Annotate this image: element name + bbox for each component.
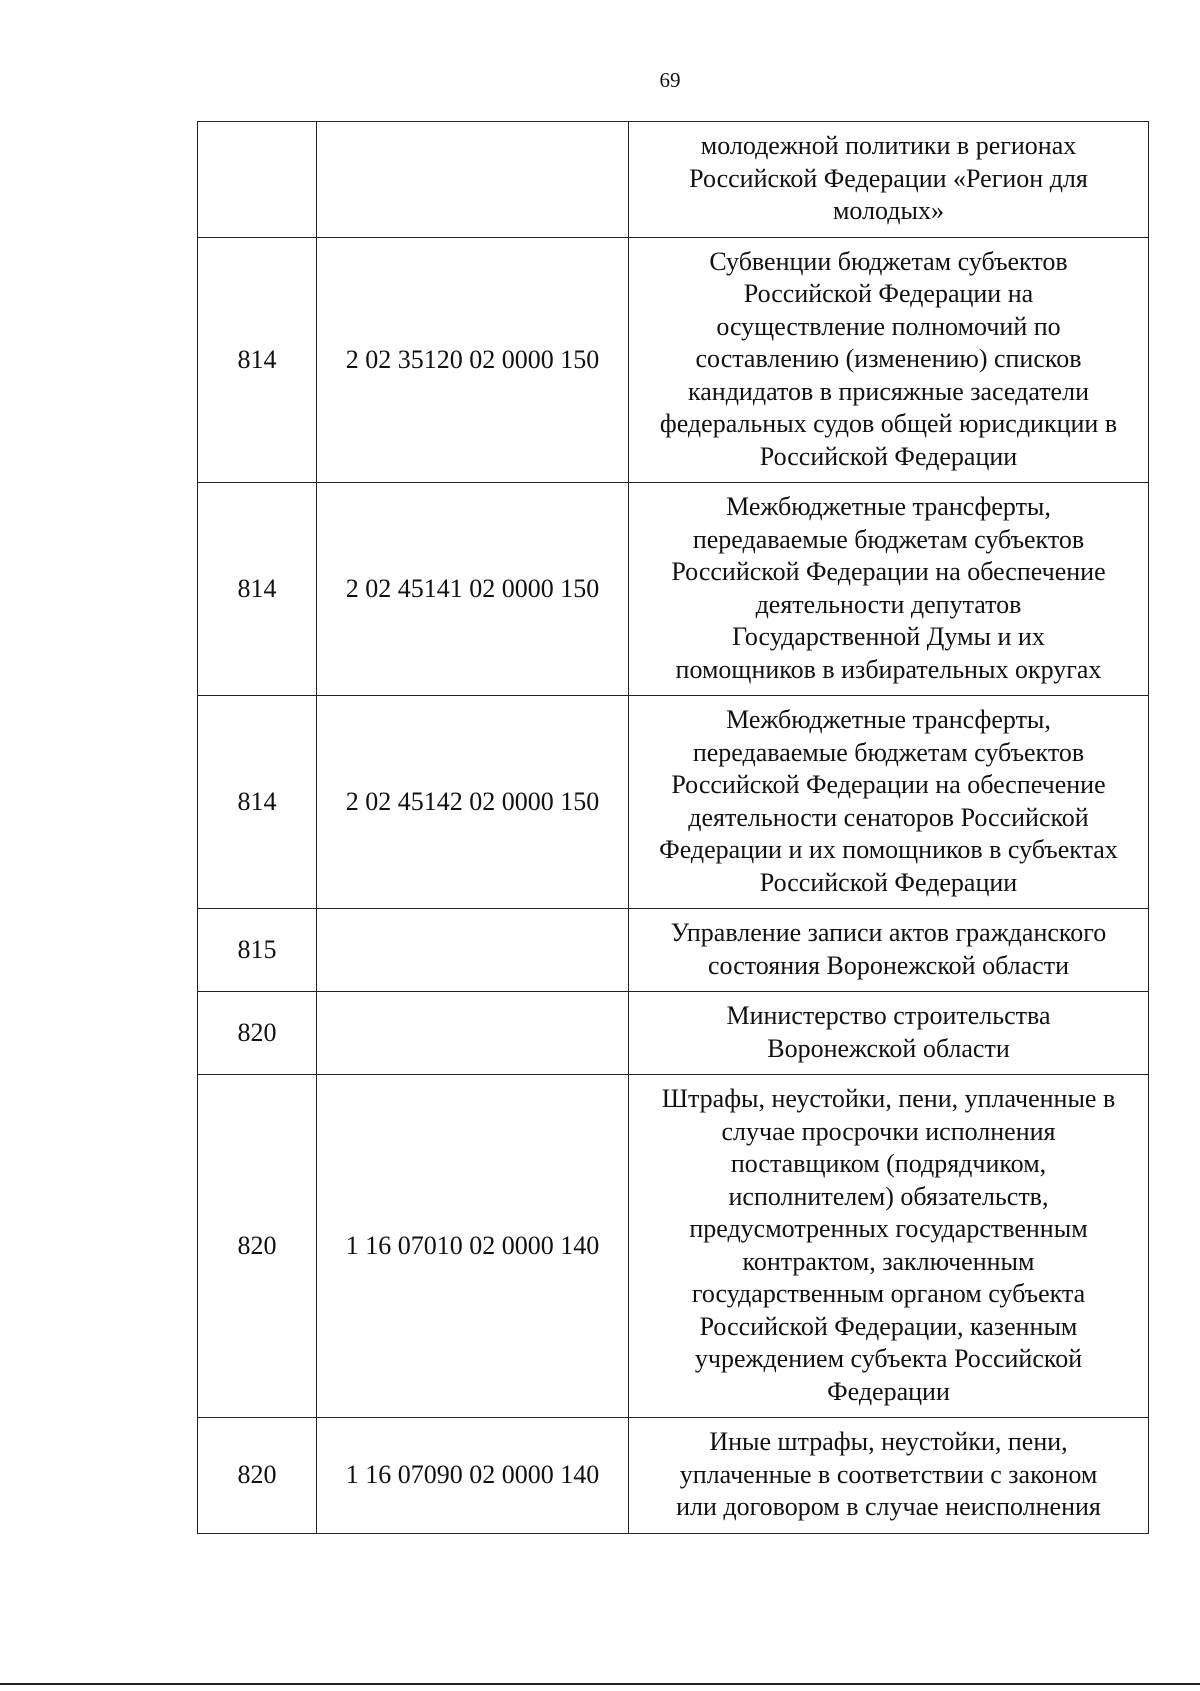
revenue-code-cell bbox=[317, 122, 629, 238]
description-line: Иные штрафы, неустойки, пени, bbox=[709, 1427, 1068, 1456]
description-line: передаваемые бюджетам субъектов bbox=[692, 524, 1085, 554]
revenue-code-cell: 2 02 35120 02 0000 150 bbox=[317, 237, 629, 483]
description-line: кандидатов в присяжные заседатели bbox=[688, 376, 1089, 406]
description-line: федеральных судов общей юрисдикции в bbox=[659, 409, 1118, 438]
description-cell bbox=[629, 1075, 1149, 1418]
admin-code-cell: 820 bbox=[198, 992, 317, 1075]
description-line: Межбюджетные трансферты, bbox=[726, 492, 1051, 521]
description-cell bbox=[629, 1418, 1149, 1534]
description-line: учреждением субъекта Российской bbox=[694, 1344, 1083, 1373]
revenue-code-cell bbox=[317, 992, 629, 1075]
admin-code-cell: 814 bbox=[198, 696, 317, 909]
description-line: Федерации bbox=[827, 1376, 950, 1406]
description-cell bbox=[629, 122, 1149, 238]
description-line: Российской Федерации, казенным bbox=[699, 1311, 1078, 1341]
description-line: Воронежской области bbox=[767, 1033, 1010, 1063]
description-line: Российской Федерации bbox=[759, 867, 1018, 897]
description-line: передаваемые бюджетам субъектов bbox=[692, 737, 1085, 767]
description-line: молодых» bbox=[832, 196, 945, 225]
description-line: исполнителем) обязательств, bbox=[728, 1181, 1049, 1211]
admin-code-cell: 820 bbox=[198, 1075, 317, 1418]
description-line: Российской Федерации bbox=[759, 441, 1018, 471]
description-line: или договором в случае неисполнения bbox=[676, 1492, 1101, 1521]
revenue-code-cell: 2 02 45141 02 0000 150 bbox=[317, 483, 629, 696]
revenue-code-cell bbox=[317, 909, 629, 992]
description-cell bbox=[629, 237, 1149, 483]
description-line: уплаченные в соответствии с законом bbox=[679, 1459, 1098, 1489]
table-row bbox=[198, 909, 1149, 992]
table-row bbox=[198, 483, 1149, 696]
description-line: Управление записи актов гражданского bbox=[670, 918, 1107, 947]
description-line: Министерство строительства bbox=[726, 1001, 1051, 1030]
table-row bbox=[198, 992, 1149, 1075]
description-cell bbox=[629, 483, 1149, 696]
revenue-code-cell: 1 16 07090 02 0000 140 bbox=[317, 1418, 629, 1534]
description-line: деятельности сенаторов Российской bbox=[688, 802, 1089, 832]
description-cell bbox=[629, 696, 1149, 909]
description-line: Государственной Думы и их bbox=[732, 622, 1045, 651]
table-row bbox=[198, 237, 1149, 483]
admin-code-cell: 814 bbox=[198, 237, 317, 483]
description-line: Российской Федерации на обеспечение bbox=[671, 557, 1106, 586]
description-line: контрактом, заключенным bbox=[742, 1246, 1035, 1276]
description-line: Межбюджетные трансферты, bbox=[726, 705, 1051, 734]
bottom-divider bbox=[0, 1683, 1200, 1685]
revenue-code-cell: 1 16 07010 02 0000 140 bbox=[317, 1075, 629, 1418]
admin-code-cell: 815 bbox=[198, 909, 317, 992]
admin-code-cell: 814 bbox=[198, 483, 317, 696]
description-line: Штрафы, неустойки, пени, уплаченные в bbox=[661, 1084, 1116, 1113]
description-line: деятельности депутатов bbox=[755, 589, 1022, 619]
description-line: предусмотренных государственным bbox=[689, 1214, 1088, 1243]
table-body bbox=[198, 122, 1149, 1534]
description-line: Российской Федерации на обеспечение bbox=[671, 770, 1106, 799]
description-line: молодежной политики в регионах bbox=[700, 131, 1077, 160]
table-row bbox=[198, 696, 1149, 909]
description-line: поставщиком (подрядчиком, bbox=[730, 1149, 1047, 1178]
description-line: составлению (изменению) списков bbox=[695, 344, 1082, 373]
description-line: осуществление полномочий по bbox=[716, 311, 1061, 341]
description-line: случае просрочки исполнения bbox=[721, 1116, 1056, 1146]
description-line: Российской Федерации на bbox=[743, 279, 1034, 308]
description-line: Федерации и их помощников в субъектах bbox=[659, 835, 1118, 864]
description-cell bbox=[629, 909, 1149, 992]
description-line: Субвенции бюджетам субъектов bbox=[709, 246, 1068, 276]
revenue-codes-table bbox=[197, 121, 1149, 1534]
page-number: 69 bbox=[659, 68, 681, 92]
table-row bbox=[198, 1418, 1149, 1534]
revenue-code-cell: 2 02 45142 02 0000 150 bbox=[317, 696, 629, 909]
description-line: помощников в избирательных округах bbox=[675, 654, 1102, 684]
description-cell bbox=[629, 992, 1149, 1075]
description-line: состояния Воронежской области bbox=[708, 950, 1069, 980]
admin-code-cell: 820 bbox=[198, 1418, 317, 1534]
description-line: Российской Федерации «Регион для bbox=[689, 163, 1088, 193]
table-row bbox=[198, 1075, 1149, 1418]
table-row bbox=[198, 122, 1149, 238]
description-line: государственным органом субъекта bbox=[691, 1279, 1086, 1308]
admin-code-cell bbox=[198, 122, 317, 238]
